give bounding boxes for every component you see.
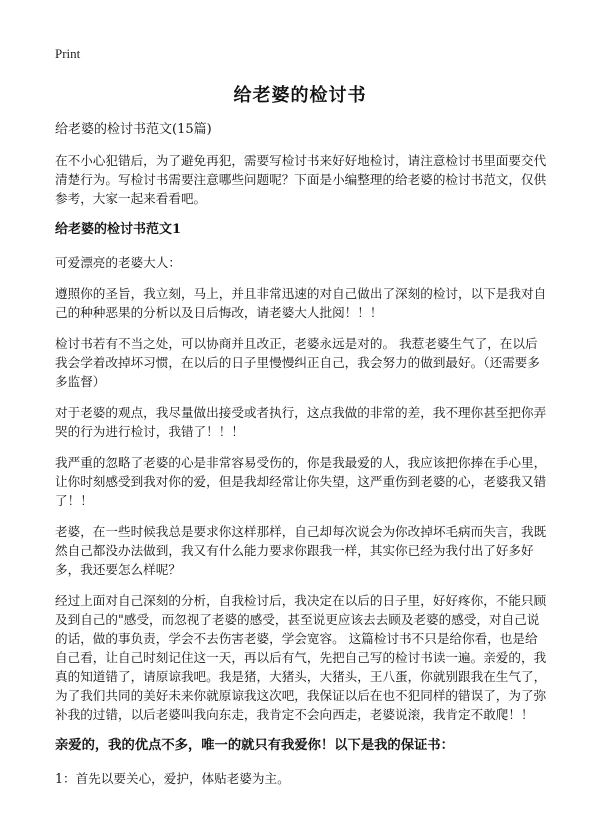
body-paragraph: 检讨书若有不当之处，可以协商并且改正，老婆永远是对的。 我惹老婆生气了，在以后我会学着改掉坏习惯，在以后的日子里慢慢纠正自己，我会努力的做到最好。（还需要多多监督）	[55, 336, 540, 389]
body-paragraph: 经过上面对自己深刻的分析，自我检讨后，我决定在以后的日子里，好好疼你，不能只顾及到自己的"感受，而忽视了老婆的感受，甚至说更应该去去顾及老婆的感受，对自己说的话，做的事负责，学会不去伤害老婆，学会宽容。 这篇检讨书不只是给你看，也是给自己看，让自己时刻记住这一天，再以后有气，先把自己写的检讨书读一遍。亲爱的，我真的知道错了，请原谅我吧。我是猪，大猪头，大猪头，王八蛋，你就别跟我在生气了，为了我们共同的美好未来你就原谅我这次吧，我保证以后在也不犯同样的错误了，为了弥补我的过错，以后老婆叫我向东走，我肯定不会向西走，老婆说滚，我肯定不敢爬！！	[55, 593, 547, 722]
body-paragraph: 我严重的忽略了老婆的心是非常容易受伤的，你是我最爱的人，我应该把你捧在手心里，让你时刻感受到我对你的爱，但是我却经常让你失望，这严重伤到老婆的心，老婆我又错了！！	[55, 455, 547, 508]
page-title: 给老婆的检讨书	[233, 85, 367, 106]
greeting: 可爱漂亮的老婆大人：	[55, 255, 181, 270]
section-heading: 给老婆的检讨书范文1	[55, 222, 182, 237]
intro-paragraph: 在不小心犯错后，为了避免再犯，需要写检讨书来好好地检讨，请注意检讨书里面要交代清楚行为。写检讨书需要注意哪些问题呢？下面是小编整理的给老婆的检讨书范文，仅供参考，大家一起来看看吧。	[55, 153, 547, 206]
document-body	[55, 120, 550, 800]
print-link[interactable]: Print	[55, 46, 81, 61]
promise-item: 1：首先以要关心，爱护，体贴老婆为主。	[55, 771, 290, 786]
body-paragraph: 老婆，在一些时候我总是要求你这样那样，自己却每次说会为你改掉坏毛病而失言，我既然自己都没办法做到，我又有什么能力要求你跟我一样，其实你已经为我付出了好多好多，我还要怎么样呢？	[55, 524, 547, 577]
promise-heading: 亲爱的，我的优点不多，唯一的就只有我爱你！以下是我的保证书：	[55, 738, 454, 753]
doc-subtitle: 给老婆的检讨书范文(15篇)	[55, 122, 212, 137]
body-paragraph: 遵照你的圣旨，我立刻，马上，并且非常迅速的对自己做出了深刻的检讨，以下是我对自己的种种恶果的分析以及日后悔改，请老婆大人批阅！！！	[55, 286, 547, 320]
body-paragraph: 对于老婆的观点，我尽量做出接受或者执行，这点我做的非常的差，我不理你甚至把你弄哭的行为进行检讨，我错了！！！	[55, 405, 547, 439]
